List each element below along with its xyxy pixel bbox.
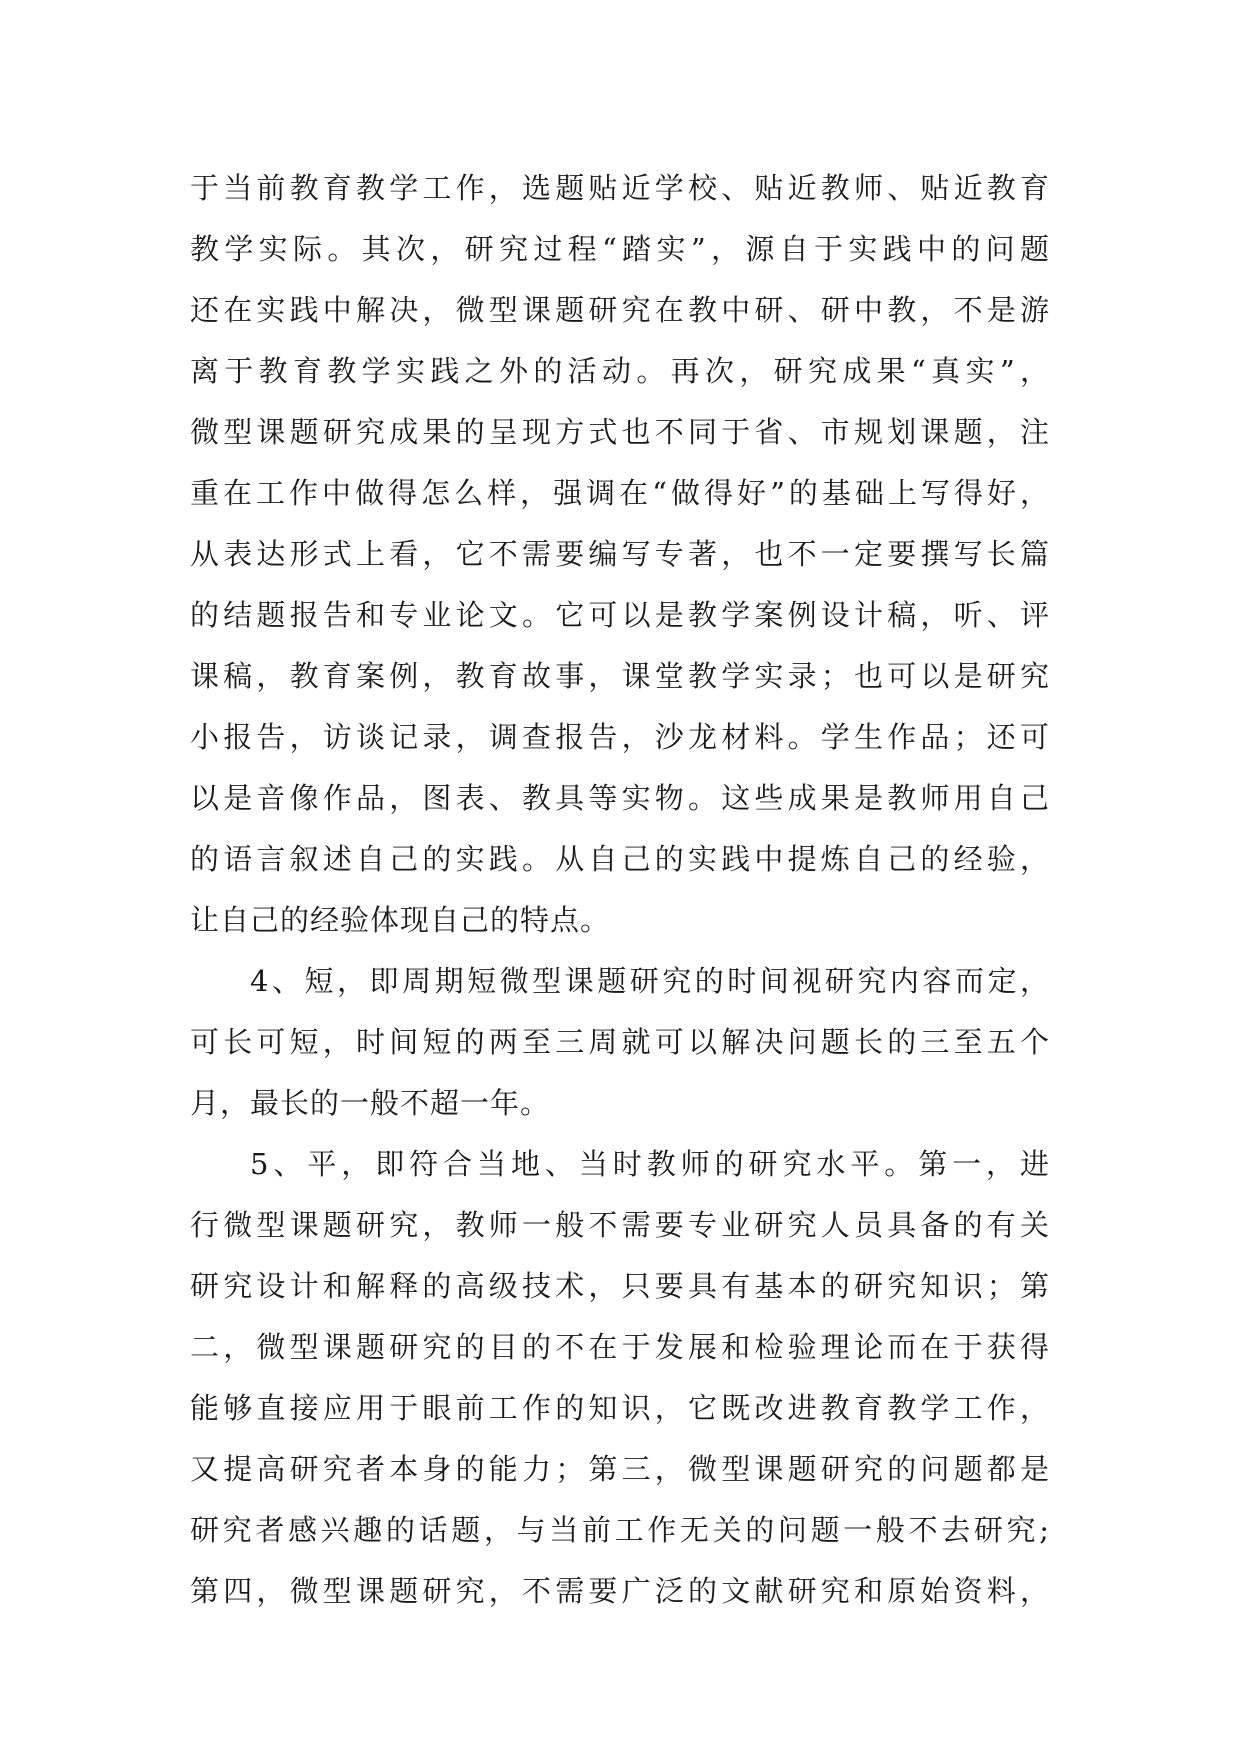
text-line: 于当前教育教学工作，选题贴近学校、贴近教师、贴近教育	[190, 171, 1050, 205]
text-line: 的结题报告和专业论文。它可以是教学案例设计稿，听、评	[190, 598, 1050, 632]
text-line: 课稿，教育案例，教育故事，课堂教学实录；也可以是研究	[190, 659, 1050, 693]
text-line: 月，最长的一般不超一年。	[190, 1086, 551, 1120]
text-line: 行微型课题研究，教师一般不需要专业研究人员具备的有关	[190, 1208, 1050, 1242]
text-line: 的语言叙述自己的实践。从自己的实践中提炼自己的经验，	[190, 842, 1050, 876]
text-line: 研究者感兴趣的话题，与当前工作无关的问题一般不去研究;	[190, 1513, 1050, 1547]
text-line: 4、短，即周期短微型课题研究的时间视研究内容而定，	[250, 964, 1050, 998]
text-line: 可长可短，时间短的两至三周就可以解决问题长的三至五个	[190, 1025, 1050, 1059]
paragraph-2	[190, 951, 1050, 1134]
text-line: 能够直接应用于眼前工作的知识，它既改进教育教学工作，	[190, 1391, 1050, 1425]
text-line: 又提高研究者本身的能力；第三，微型课题研究的问题都是	[190, 1452, 1050, 1486]
text-line: 5、平，即符合当地、当时教师的研究水平。第一，进	[250, 1147, 1050, 1181]
text-line: 教学实际。其次，研究过程“踏实”，源自于实践中的问题	[190, 232, 1050, 266]
paragraph-1	[190, 158, 1050, 951]
text-line: 还在实践中解决，微型课题研究在教中研、研中教，不是游	[190, 293, 1050, 327]
text-line: 第四，微型课题研究，不需要广泛的文献研究和原始资料，	[190, 1574, 1050, 1608]
text-line: 小报告，访谈记录，调查报告，沙龙材料。学生作品；还可	[190, 720, 1050, 754]
text-line: 研究设计和解释的高级技术，只要具有基本的研究知识；第	[190, 1269, 1050, 1303]
document-body	[190, 158, 1050, 1622]
text-line: 从表达形式上看，它不需要编写专著，也不一定要撰写长篇	[190, 537, 1050, 571]
text-line: 微型课题研究成果的呈现方式也不同于省、市规划课题，注	[190, 415, 1050, 449]
text-line: 让自己的经验体现自己的特点。	[190, 903, 611, 937]
text-line: 离于教育教学实践之外的活动。再次，研究成果“真实”，	[190, 354, 1050, 388]
text-line: 重在工作中做得怎么样，强调在“做得好”的基础上写得好，	[190, 476, 1050, 510]
text-line: 以是音像作品，图表、教具等实物。这些成果是教师用自己	[190, 781, 1050, 815]
paragraph-3	[190, 1134, 1050, 1622]
text-line: 二，微型课题研究的目的不在于发展和检验理论而在于获得	[190, 1330, 1050, 1364]
